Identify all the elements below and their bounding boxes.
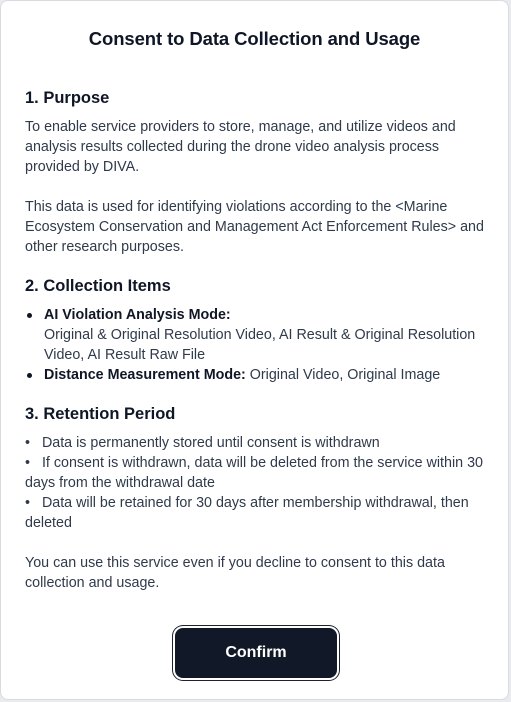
collection-item-value: Original Video, Original Image bbox=[249, 367, 441, 383]
purpose-heading: 1. Purpose bbox=[25, 89, 110, 107]
retention-item bbox=[25, 433, 495, 453]
retention-item bbox=[25, 453, 495, 493]
collection-item bbox=[25, 365, 495, 385]
retention-item-text: Data will be retained for 30 days after membership withdrawal, then deleted bbox=[25, 495, 469, 531]
collection-item-label: Distance Measurement Mode: bbox=[44, 367, 246, 383]
dialog-content bbox=[25, 87, 495, 593]
retention-item-text: If consent is withdrawn, data will be deleted from the service within 30 days from the withdrawal date bbox=[25, 455, 483, 491]
confirm-button[interactable]: Confirm bbox=[175, 628, 337, 678]
purpose-paragraph-2: This data is used for identifying violations according to the <Marine Ecosystem Conservation and Management Act Enforcement Rules> and other research purposes. bbox=[25, 199, 484, 255]
bullet-dot-icon bbox=[27, 373, 32, 378]
dialog-title: Consent to Data Collection and Usage bbox=[88, 28, 421, 49]
retention-item bbox=[25, 493, 495, 533]
collection-item-value: Original & Original Resolution Video, AI Result & Original Resolution Video, AI Result Raw File bbox=[44, 327, 476, 363]
retention-heading: 3. Retention Period bbox=[25, 405, 176, 423]
collection-item bbox=[25, 305, 495, 365]
retention-item-text: Data is permanently stored until consent is withdrawn bbox=[41, 435, 380, 451]
collection-heading: 2. Collection Items bbox=[25, 277, 171, 295]
bullet-icon: • bbox=[25, 435, 31, 451]
purpose-paragraph-1: To enable service providers to store, manage, and utilize videos and analysis results collected during the drone video analysis process provided by DIVA. bbox=[25, 119, 456, 175]
footer-note: You can use this service even if you decline to consent to this data collection and usage. bbox=[25, 555, 445, 591]
bullet-icon: • bbox=[25, 455, 31, 471]
collection-item-label: AI Violation Analysis Mode: bbox=[44, 307, 231, 323]
bullet-dot-icon bbox=[27, 313, 32, 318]
bullet-icon: • bbox=[25, 495, 31, 511]
